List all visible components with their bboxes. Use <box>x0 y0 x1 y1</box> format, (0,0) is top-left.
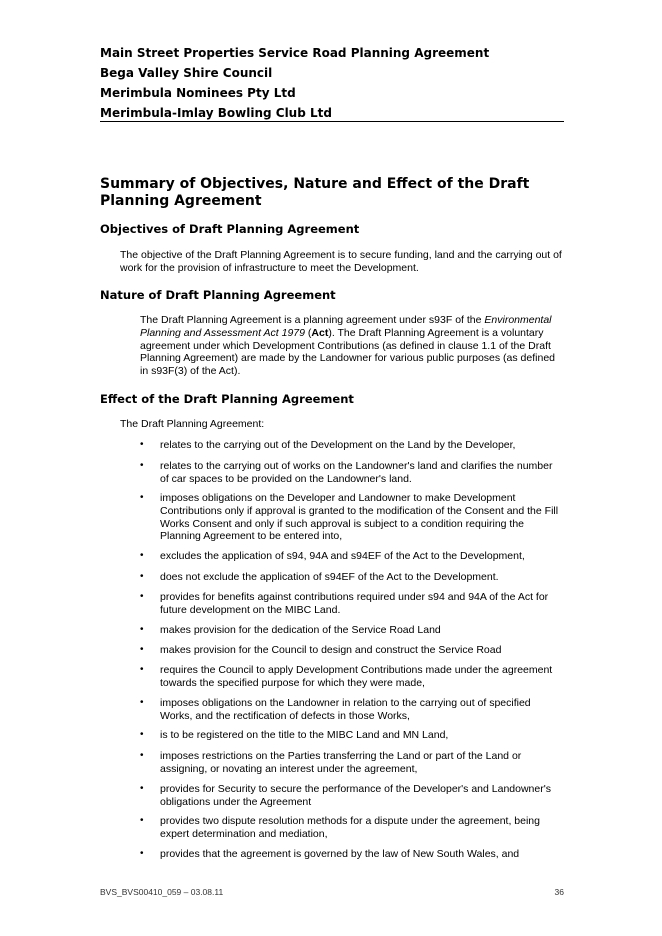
header-divider <box>100 121 564 122</box>
bullet-icon: • <box>140 460 144 471</box>
nature-text-part-1: The Draft Planning Agreement is a planning agreement under s93F of the <box>140 314 485 326</box>
header-agreement-name: Main Street Properties Service Road Planning Agreement <box>100 46 490 60</box>
list-item-text: makes provision for the Council to design and construct the Service Road <box>160 644 502 656</box>
list-item-text: provides that the agreement is governed by the law of New South Wales, and <box>160 848 520 860</box>
bullet-icon: • <box>140 664 144 675</box>
bullet-icon: • <box>140 550 144 561</box>
effect-heading: Effect of the Draft Planning Agreement <box>100 392 354 406</box>
bullet-icon: • <box>140 591 144 602</box>
list-item-text: imposes restrictions on the Parties transferring the Land or part of the Land or assigning, or novating an interest under the agreement, <box>160 750 522 775</box>
list-item-text: is to be registered on the title to the MIBC Land and MN Land, <box>160 729 449 741</box>
list-item-text: provides for Security to secure the performance of the Developer's and Landowner's obligations under the Agreement <box>160 783 551 808</box>
objectives-heading: Objectives of Draft Planning Agreement <box>100 222 360 236</box>
nature-text-part-3: ). The Draft Planning Agreement is a voluntary agreement under which Development Contributions (as defined in clause 1.1 of the Draft Planning Agreement) are made by the Landowner for various public purposes (as defined in s93F(3) of the Act). <box>140 326 556 378</box>
bullet-icon: • <box>140 729 144 740</box>
act-name: Environmental Planning and Assessment Act 1979 <box>140 314 552 339</box>
list-item-text: makes provision for the dedication of the Service Road Land <box>160 624 441 636</box>
act-short-name: Act <box>311 326 329 339</box>
bullet-icon: • <box>140 750 144 761</box>
list-item-text: provides two dispute resolution methods for a dispute under the agreement, being expert determination and mediation, <box>160 815 540 840</box>
footer-page-number: 36 <box>554 887 564 897</box>
list-item-text: excludes the application of s94, 94A and s94EF of the Act to the Development, <box>160 550 525 562</box>
footer-doc-ref: BVS_BVS00410_059 – 03.08.11 <box>100 887 224 897</box>
bullet-icon: • <box>140 624 144 635</box>
bullet-icon: • <box>140 815 144 826</box>
bullet-icon: • <box>140 571 144 582</box>
header-council: Bega Valley Shire Council <box>100 66 273 80</box>
bullet-icon: • <box>140 439 144 450</box>
nature-heading: Nature of Draft Planning Agreement <box>100 288 336 302</box>
bullet-icon: • <box>140 697 144 708</box>
list-item-text: provides for benefits against contributions required under s94 and 94A of the Act for future development on the MIBC Land. <box>160 591 549 616</box>
list-item-text: relates to the carrying out of works on the Landowner's land and clarifies the number of car spaces to be provided on the Landowner's land. <box>160 460 553 485</box>
bullet-icon: • <box>140 848 144 859</box>
bullet-icon: • <box>140 783 144 794</box>
list-item-text: imposes obligations on the Landowner in relation to the carrying out of specified Works, and the rectification of defects in those Works, <box>160 697 531 722</box>
list-item-text: requires the Council to apply Development Contributions made under the agreement towards the specified purpose for which they were made, <box>160 664 553 689</box>
page-title: Summary of Objectives, Nature and Effect of the Draft Planning Agreement <box>100 176 530 209</box>
list-item-text: relates to the carrying out of the Development on the Land by the Developer, <box>160 439 516 451</box>
header-nominees: Merimbula Nominees Pty Ltd <box>100 86 296 100</box>
nature-text-part-2: ( <box>305 326 312 339</box>
objectives-text: The objective of the Draft Planning Agreement is to secure funding, land and the carrying out of work for the provision of infrastructure to meet the Development. <box>120 249 562 274</box>
effect-intro: The Draft Planning Agreement: <box>120 418 265 430</box>
bullet-icon: • <box>140 644 144 655</box>
bullet-icon: • <box>140 492 144 503</box>
list-item-text: does not exclude the application of s94EF of the Act to the Development. <box>160 571 499 583</box>
nature-text <box>140 314 560 378</box>
header-bowling-club: Merimbula-Imlay Bowling Club Ltd <box>100 106 332 120</box>
list-item-text: imposes obligations on the Developer and Landowner to make Development Contributions only if approval is granted to the modification of the Consent and the Fill Works Consent and only if such approval is subject to a condition requiring the Planning Agreement to be entered into, <box>160 492 559 543</box>
